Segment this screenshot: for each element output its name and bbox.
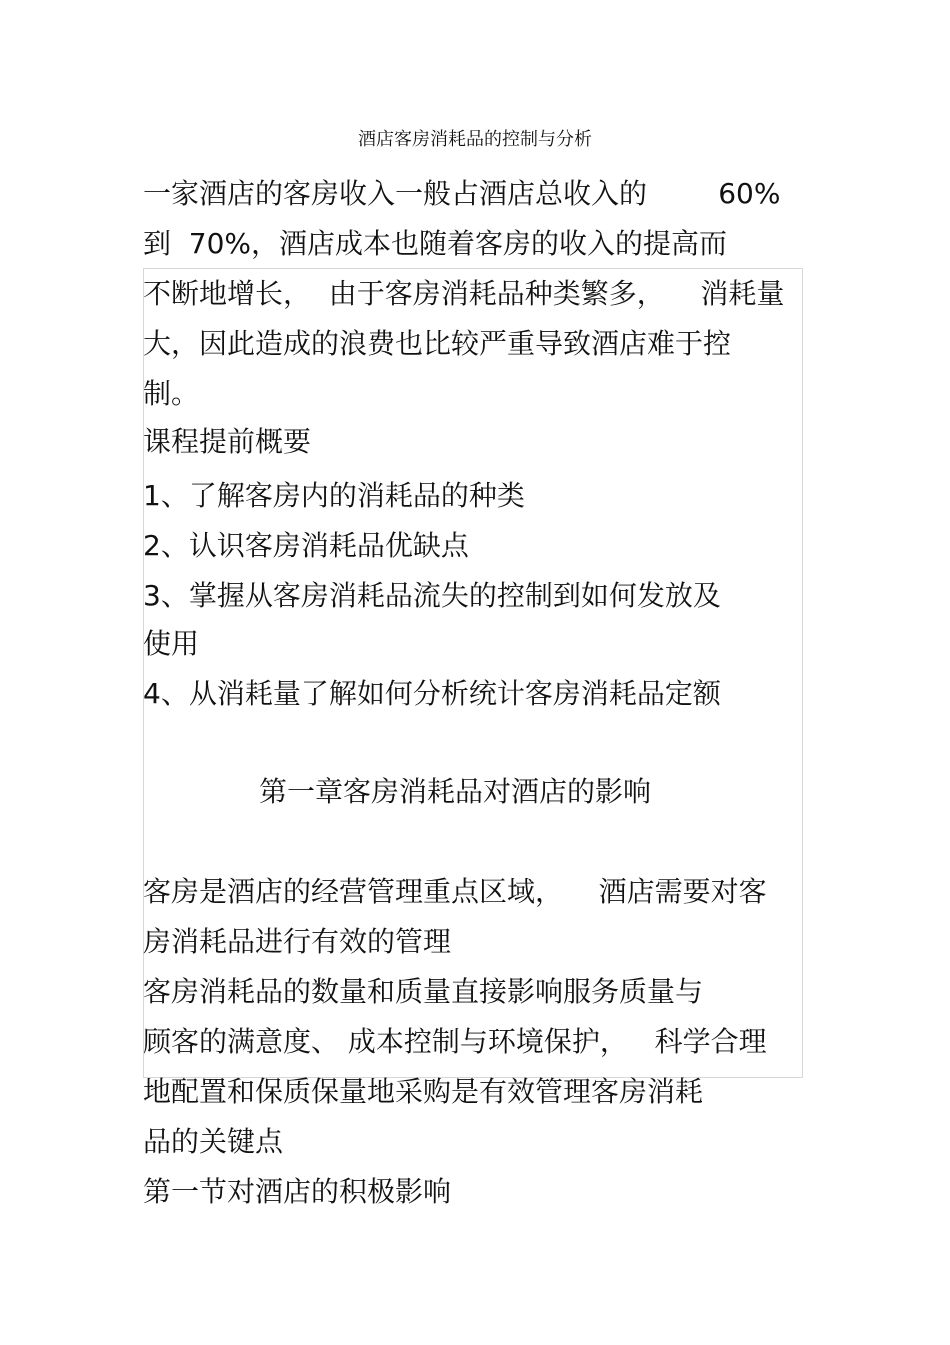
overview-item-3: 3、掌握从客房消耗品流失的控制到如何发放及: [143, 579, 721, 612]
body-line-2: 房消耗品进行有效的管理: [143, 925, 452, 958]
body-line-6: 品的关键点: [143, 1125, 284, 1158]
overview-item-1: 1、了解客房内的消耗品的种类: [143, 479, 525, 512]
overview-item-4: 4、从消耗量了解如何分析统计客房消耗品定额: [143, 677, 721, 710]
body-line-5: 地配置和保质保量地采购是有效管理客房消耗: [143, 1075, 704, 1108]
overview-item-2: 2、认识客房消耗品优缺点: [143, 529, 469, 562]
intro-line-1: 一家酒店的客房收入一般占酒店总收入的 60%: [143, 177, 781, 210]
body-line-3: 客房消耗品的数量和质量直接影响服务质量与: [143, 975, 704, 1008]
intro-line-2: 到 70%，酒店成本也随着客房的收入的提高而: [143, 227, 728, 260]
body-line-4: 顾客的满意度、 成本控制与环境保护， 科学合理: [143, 1025, 767, 1058]
body-line-1: 客房是酒店的经营管理重点区域， 酒店需要对客: [143, 875, 767, 908]
overview-heading: 课程提前概要: [143, 425, 312, 458]
section-heading: 第一节对酒店的积极影响: [143, 1175, 452, 1208]
chapter-title: 第一章客房消耗品对酒店的影响: [258, 775, 651, 808]
overview-item-3-cont: 使用: [143, 627, 200, 660]
document-title: 酒店客房消耗品的控制与分析: [358, 129, 592, 150]
intro-line-5: 制。: [143, 377, 200, 410]
intro-line-4: 大，因此造成的浪费也比较严重导致酒店难于控: [143, 327, 732, 360]
intro-line-3: 不断地增长， 由于客房消耗品种类繁多， 消耗量: [143, 277, 785, 310]
